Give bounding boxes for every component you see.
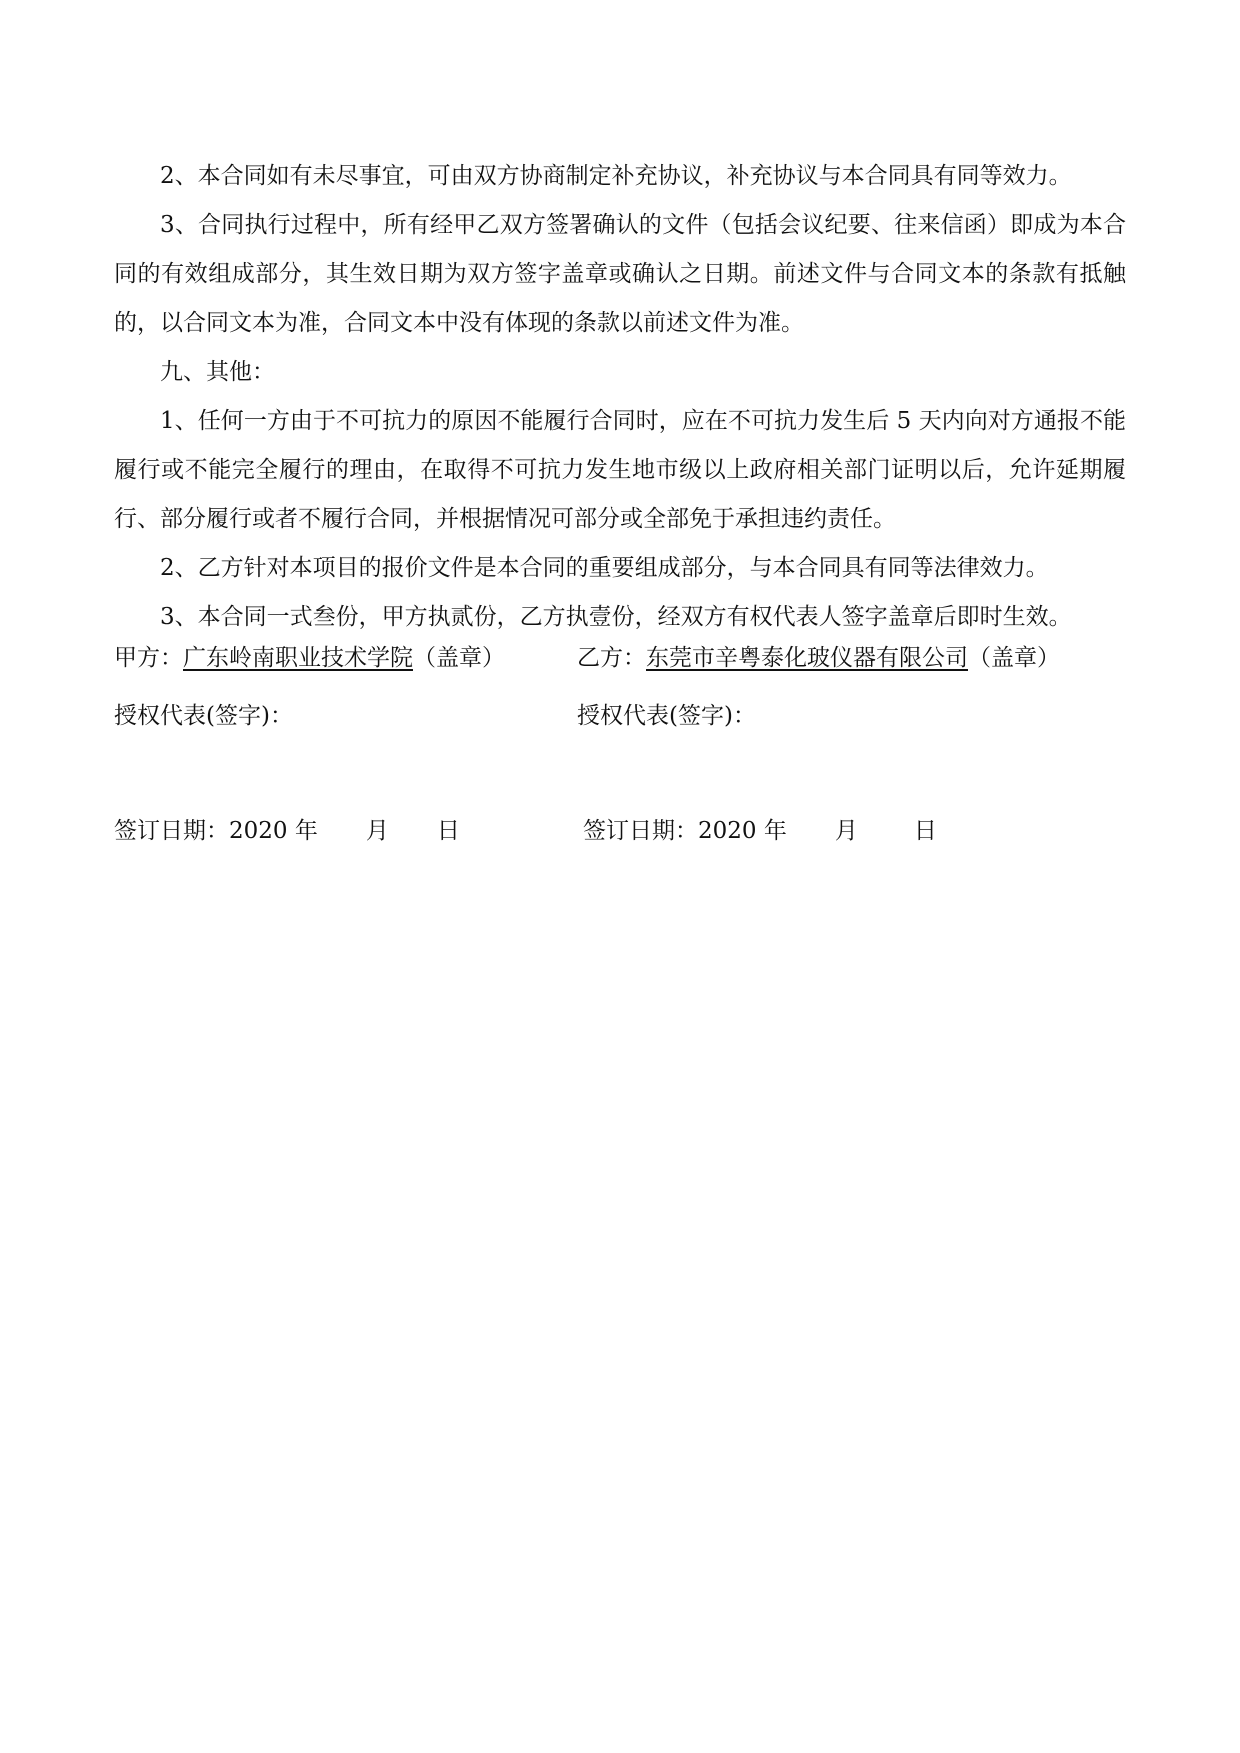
party-b-representative: 授权代表(签字)： [577, 703, 756, 729]
party-b-date-day: 日 [913, 818, 937, 844]
party-a-date-month: 月 [365, 818, 389, 844]
party-a-seal: （盖章） [413, 645, 505, 671]
section-heading: 九、其他： [160, 359, 275, 385]
party-a-date-day: 日 [436, 818, 460, 844]
party-b-label: 乙方： [577, 645, 646, 671]
clause-paragraph: 1、任何一方由于不可抗力的原因不能履行合同时，应在不可抗力发生后 5 天内向对方通报不能履行或不能完全履行的理由，在取得不可抗力发生地市级以上政府相关部门证明以后，允许延期履行、部分履行或者不履行合同，并根据情况可部分或全部免于承担违约责任。 [114, 408, 1126, 532]
party-b-seal: （盖章） [968, 645, 1060, 671]
contract-body [114, 152, 1126, 642]
clause-paragraph: 3、本合同一式叁份，甲方执贰份，乙方执壹份，经双方有权代表人签字盖章后即时生效。 [160, 604, 1072, 630]
party-b-date-year: 2020 年 [698, 818, 787, 844]
party-b-date-label: 签订日期： [583, 818, 698, 844]
party-a-date-year: 2020 年 [229, 818, 318, 844]
party-a-date-label: 签订日期： [114, 818, 229, 844]
party-b-name: 东莞市辛粤泰化玻仪器有限公司 [646, 645, 968, 671]
party-a-sign-date [114, 815, 460, 847]
party-a-label: 甲方： [114, 645, 183, 671]
party-a-name: 广东岭南职业技术学院 [183, 645, 413, 671]
clause-paragraph: 2、本合同如有未尽事宜，可由双方协商制定补充协议，补充协议与本合同具有同等效力。 [160, 163, 1072, 189]
clause-paragraph: 2、乙方针对本项目的报价文件是本合同的重要组成部分，与本合同具有同等法律效力。 [160, 555, 1049, 581]
party-b-date-month: 月 [834, 818, 858, 844]
clause-paragraph: 3、合同执行过程中，所有经甲乙双方签署确认的文件（包括会议纪要、往来信函）即成为本合同的有效组成部分，其生效日期为双方签字盖章或确认之日期。前述文件与合同文本的条款有抵触的，以合同文本为准，合同文本中没有体现的条款以前述文件为准。 [114, 212, 1126, 336]
party-b-sign-date [583, 815, 937, 847]
party-a-line [114, 642, 505, 674]
party-b-line [577, 642, 1060, 674]
party-a-representative: 授权代表(签字)： [114, 703, 293, 729]
